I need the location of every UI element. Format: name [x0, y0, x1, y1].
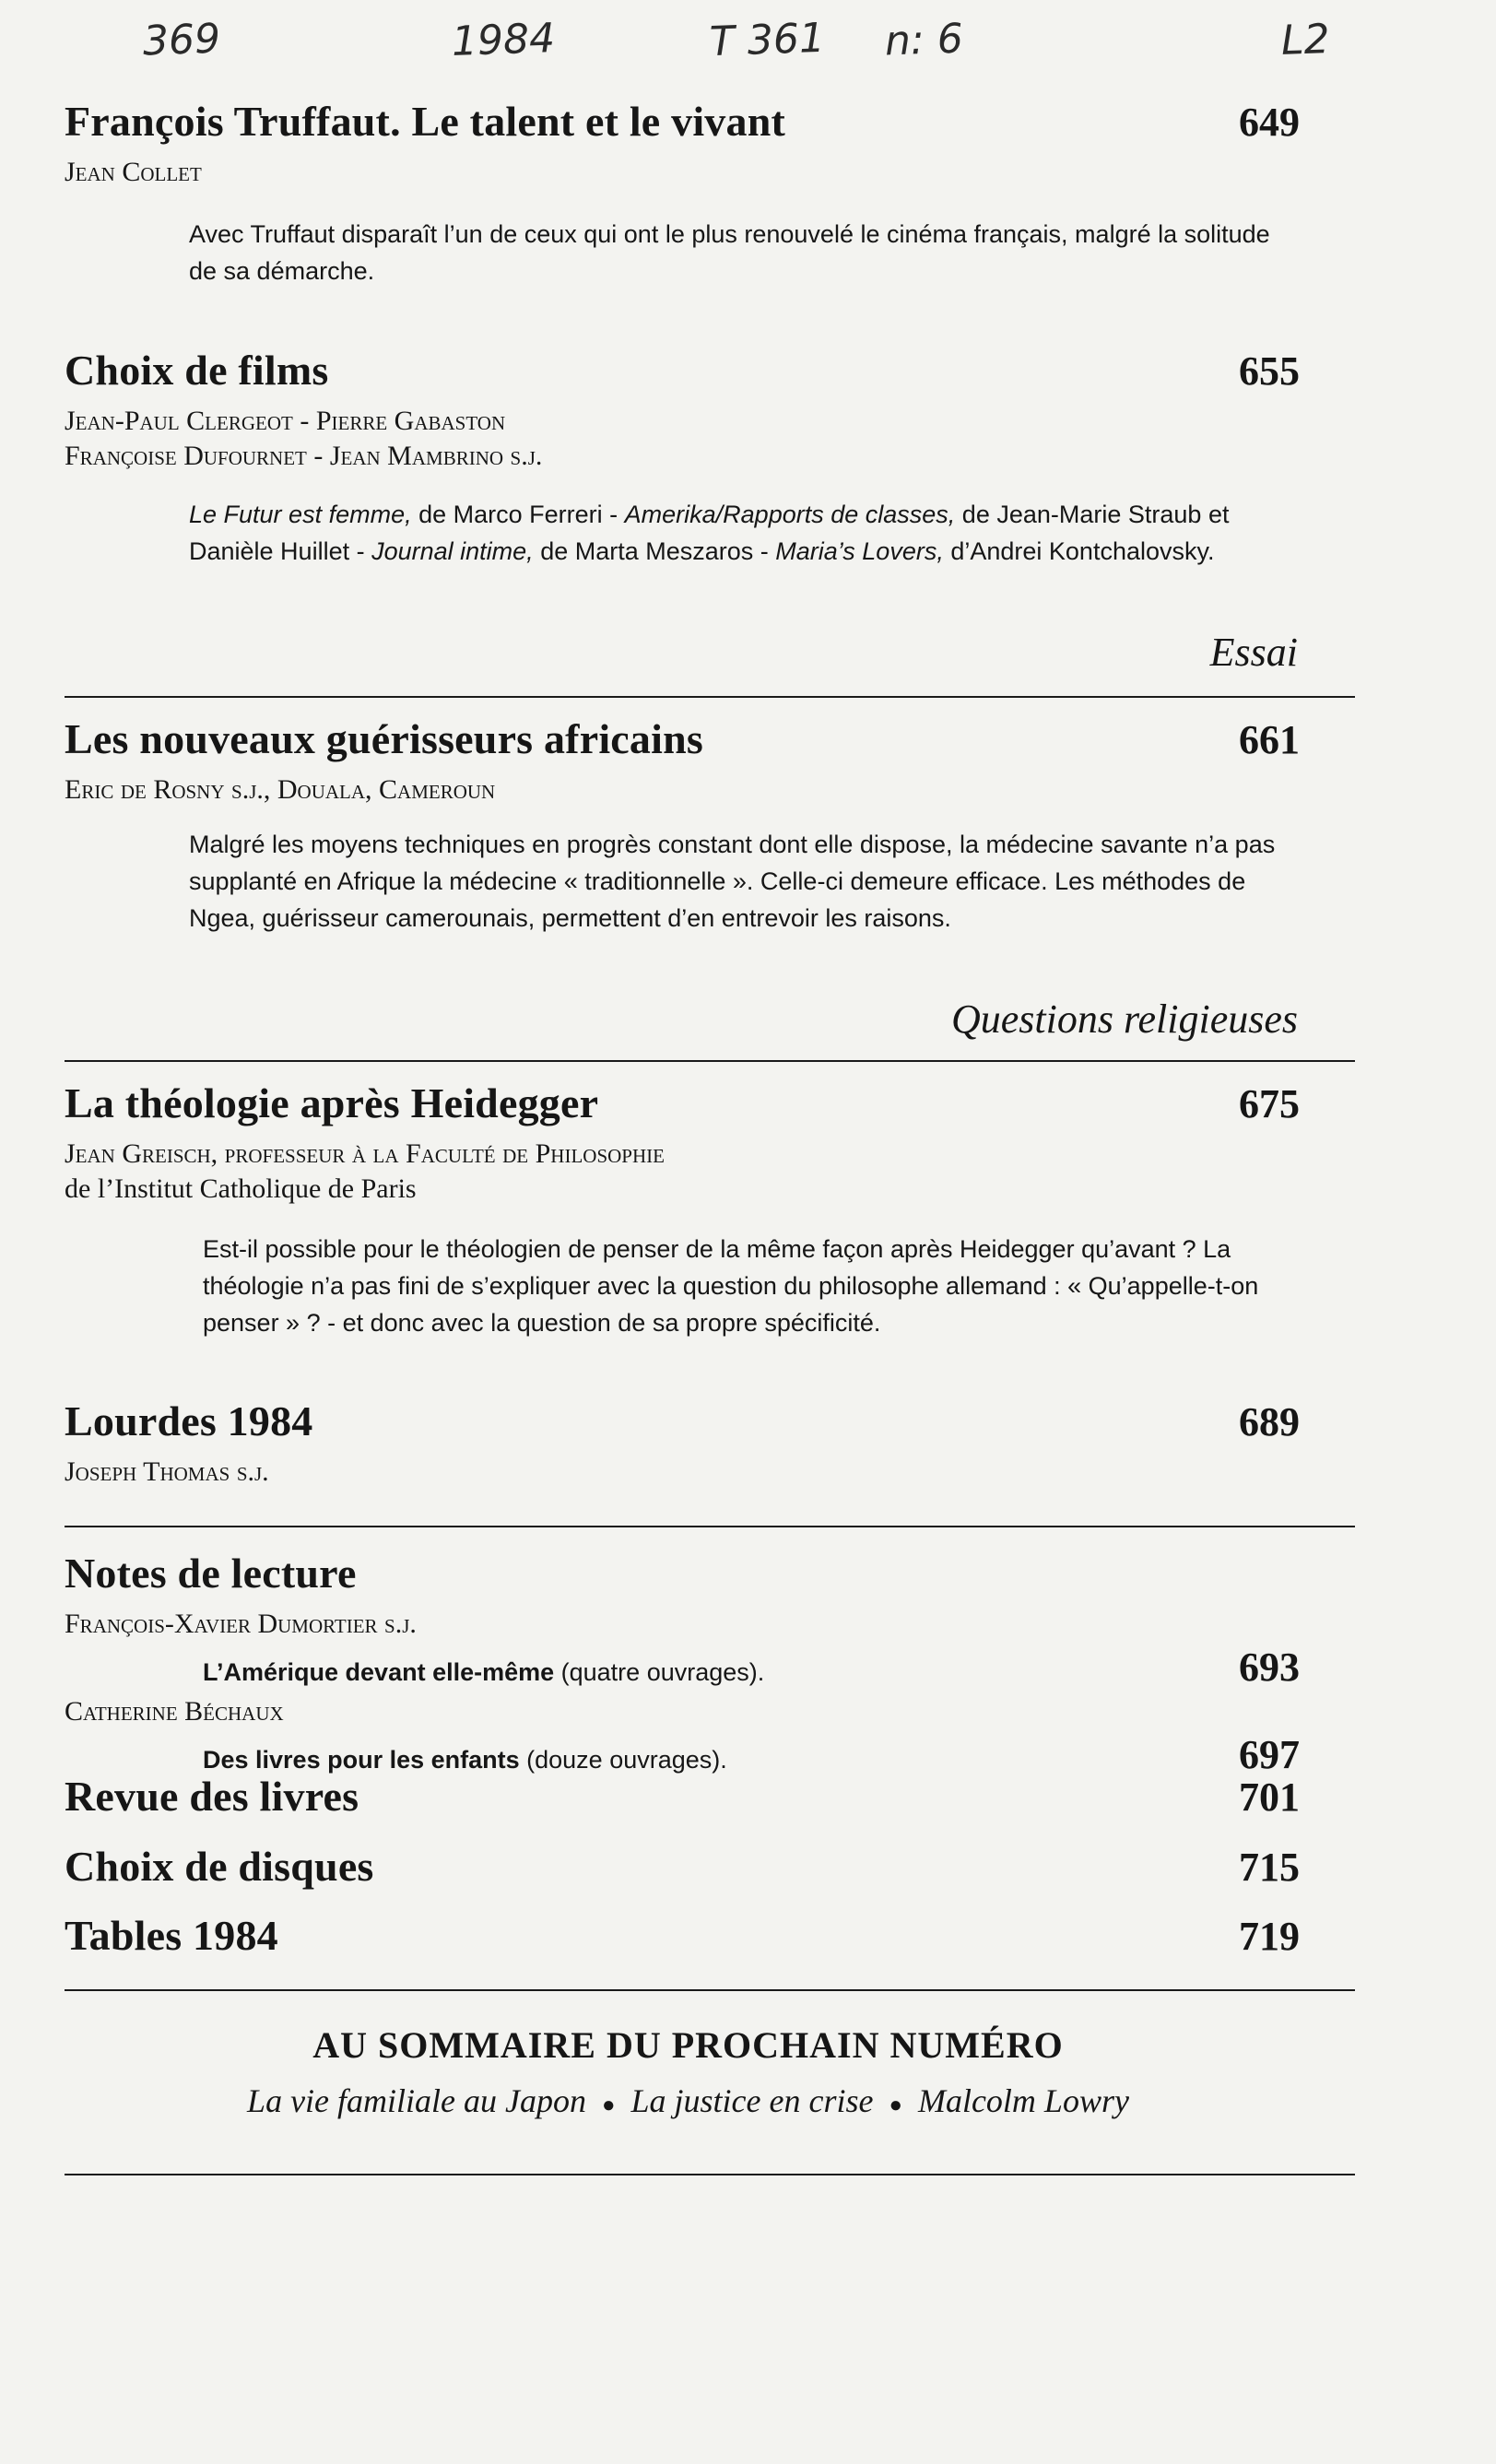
article-entry	[65, 346, 1300, 570]
article-summary	[189, 496, 1286, 570]
film-title: Amerika/Rapports de classes,	[624, 501, 956, 528]
section-divider	[65, 696, 1355, 698]
summary-text: de Jean-Marie Straub et Danièle Huillet -	[189, 501, 1230, 565]
article-author: Françoise Dufournet - Jean Mambrino s.j.	[65, 441, 543, 471]
article-summary: Malgré les moyens techniques en progrès constant dont elle dispose, la médecine savante n’a pas supplanté en Afrique la médecine « traditionnelle ». Celle-ci demeure efficace. Les méthodes de Ngea, guérisseur camerounais, permettent d’en entrevoir les raisons.	[189, 831, 1276, 932]
article-entry	[65, 714, 1300, 937]
next-issue-topic: Malcolm Lowry	[917, 2082, 1129, 2119]
summary-text: d’Andrei Kontchalovsky.	[943, 537, 1215, 565]
bullet-icon: ●	[602, 2093, 616, 2117]
article-author: Jean-Paul Clergeot - Pierre Gabaston	[65, 406, 506, 436]
article-author: Jean Greisch, professeur à la Faculté de Philosophie	[65, 1138, 665, 1169]
section-title[interactable]: Revue des livres	[65, 1773, 359, 1820]
page-number: 701	[1239, 1774, 1300, 1820]
article-title[interactable]: Lourdes 1984	[65, 1397, 313, 1444]
bullet-icon: ●	[889, 2093, 902, 2117]
notes-title[interactable]: Notes de lecture	[65, 1550, 357, 1597]
summary-text: de Marco Ferreri -	[411, 501, 625, 528]
article-title[interactable]: Les nouveaux guérisseurs africains	[65, 715, 703, 762]
article-summary: Est-il possible pour le théologien de penser de la même façon après Heidegger qu’avant ? La théologie n’a pas fini de s’expliquer avec la question du philosophe allemand : « Qu’appelle-t-on penser » ? - et donc avec la question de sa propre spécificité.	[203, 1235, 1259, 1337]
next-issue-topic: La justice en crise	[630, 2082, 874, 2119]
section-label: Essai	[1209, 630, 1298, 675]
article-entry	[65, 97, 1300, 289]
article-entry	[65, 1397, 1300, 1490]
notes-author: François-Xavier Dumortier s.j.	[65, 1609, 417, 1639]
article-summary: Avec Truffaut disparaît l’un de ceux qui ont le plus renouvelé le cinéma français, malgré la solitude de sa démarche.	[189, 220, 1270, 285]
next-issue-topic: La vie familiale au Japon	[247, 2082, 586, 2119]
film-title: Le Futur est femme,	[189, 501, 412, 528]
notes-section	[65, 1549, 1300, 1778]
article-title[interactable]: Choix de films	[65, 347, 329, 394]
article-title[interactable]: François Truffaut. Le talent et le vivant	[65, 98, 786, 145]
section-title[interactable]: Tables 1984	[65, 1912, 278, 1959]
section-label: Questions religieuses	[951, 996, 1298, 1042]
article-entry	[65, 1079, 1300, 1341]
summary-text: de Marta Meszaros -	[533, 537, 776, 565]
next-issue-topics	[0, 2081, 1496, 2120]
article-author: de l’Institut Catholique de Paris	[65, 1173, 417, 1204]
page-number: 655	[1239, 348, 1300, 394]
handwritten-note: 369	[142, 15, 221, 65]
section-title[interactable]: Choix de disques	[65, 1843, 374, 1890]
notes-item	[203, 1644, 1300, 1691]
film-title: Journal intime,	[371, 537, 534, 565]
book-count: (quatre ouvrages).	[554, 1658, 765, 1686]
article-author: Jean Collet	[65, 157, 202, 187]
section-divider	[65, 1060, 1355, 1062]
misc-entry	[65, 1772, 1300, 1821]
book-title: L’Amérique devant elle-même	[203, 1658, 555, 1686]
page-number: 697	[1239, 1732, 1300, 1777]
section-divider	[65, 1526, 1355, 1527]
page-number: 715	[1239, 1845, 1300, 1890]
page-number: 675	[1239, 1081, 1300, 1126]
page-number: 719	[1239, 1914, 1300, 1959]
section-divider	[65, 1989, 1355, 1991]
next-issue-heading: AU SOMMAIRE DU PROCHAIN NUMÉRO	[312, 2024, 1064, 2066]
notes-author: Catherine Béchaux	[65, 1696, 284, 1727]
article-author: Eric de Rosny s.j., Douala, Cameroun	[65, 774, 496, 805]
handwritten-note: L2	[1280, 16, 1331, 65]
handwritten-note: T 361	[709, 14, 826, 66]
article-author: Joseph Thomas s.j.	[65, 1456, 269, 1487]
book-title: Des livres pour les enfants	[203, 1746, 520, 1774]
misc-entry	[65, 1911, 1300, 1960]
handwritten-note: n: 6	[884, 15, 964, 65]
page-number: 693	[1239, 1645, 1300, 1690]
page-number: 649	[1239, 100, 1300, 145]
film-title: Maria’s Lovers,	[775, 537, 944, 565]
page-number: 689	[1239, 1399, 1300, 1444]
misc-entry	[65, 1842, 1300, 1891]
handwritten-note: 1984	[451, 15, 556, 65]
book-count: (douze ouvrages).	[519, 1746, 727, 1774]
page-number: 661	[1239, 717, 1300, 762]
article-title[interactable]: La théologie après Heidegger	[65, 1079, 599, 1126]
section-divider	[65, 2174, 1355, 2175]
